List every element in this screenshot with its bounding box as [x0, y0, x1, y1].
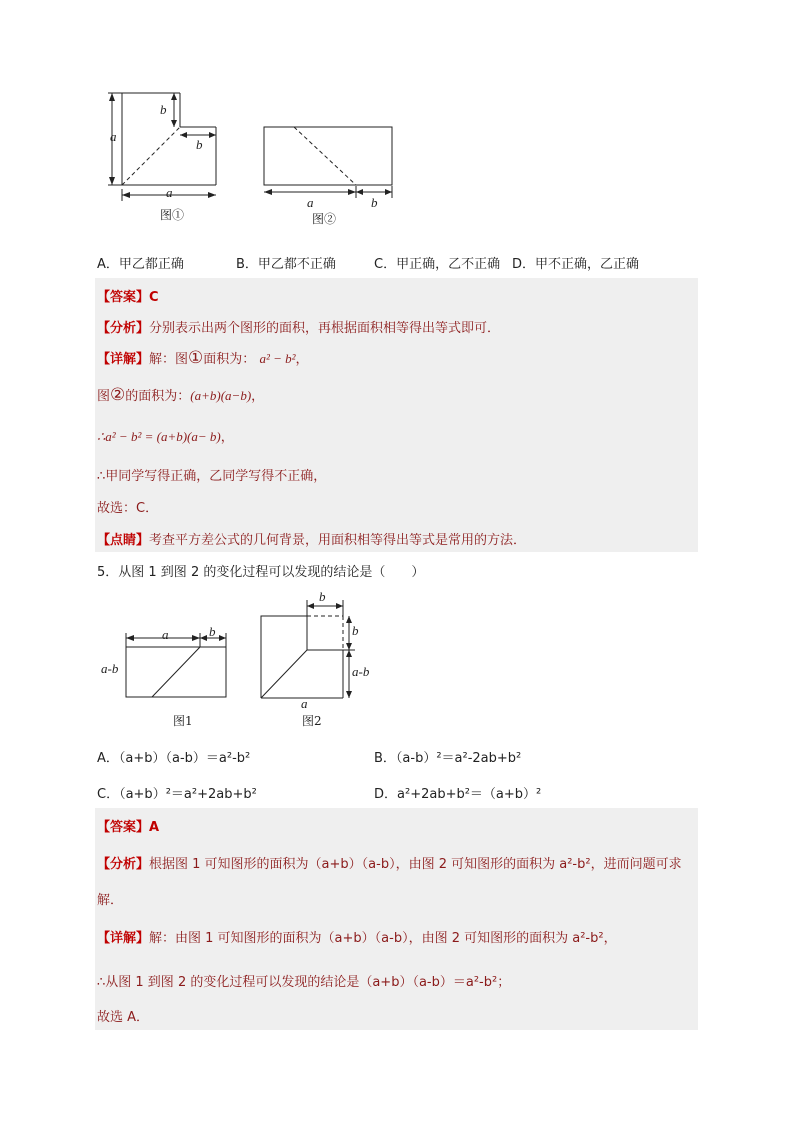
q5-analysis-line2: 解． [97, 893, 124, 908]
fig1-label-b-right: b [196, 137, 203, 152]
q4-option-a: A．甲乙都正确 [97, 257, 184, 272]
q5-fig2-caption: 图2 [302, 714, 322, 728]
q5-answer: 【答案】A [97, 820, 160, 835]
q4-detail-line3: ∴a² − b² = (a+b)(a− b)， [97, 429, 234, 445]
q4-option-d: D．甲不正确，乙正确 [512, 257, 640, 272]
q4-detail-line2: 图②的面积为：(a+b)(a−b)， [97, 385, 265, 405]
q5-fig2-label-a: a [301, 696, 308, 711]
fig2-caption: 图② [312, 212, 337, 226]
q5-fig1-label-b: b [209, 624, 216, 639]
fig1-label-a: a [110, 129, 117, 144]
fig1-caption: 图① [160, 208, 185, 222]
q5-figure-1-diagram [120, 625, 235, 705]
q5-fig2-label-ab: a-b [352, 664, 370, 679]
q4-detail-line5: 故选：C． [97, 501, 159, 516]
q5-option-b: B．（a-b）²＝a²-2ab+b² [374, 751, 522, 766]
fig1-label-a-bottom: a [166, 185, 173, 200]
q5-figure-2-diagram [255, 590, 380, 702]
q4-point: 【点睛】考查平方差公式的几何背景，用面积相等得出等式是常用的方法． [97, 533, 527, 548]
q5-detail-line3: 故选 A． [97, 1010, 150, 1025]
fig2-label-b: b [371, 195, 378, 210]
q5-option-d: D．a²+2ab+b²＝（a+b）² [374, 787, 542, 802]
q5-fig2-label-b-right: b [352, 623, 359, 638]
q4-option-c: C．甲正确，乙不正确 [374, 257, 501, 272]
q5-stem: 5．从图 1 到图 2 的变化过程可以发现的结论是（ ） [97, 565, 425, 580]
q5-detail: 【详解】解：由图 1 可知图形的面积为（a+b）（a-b），由图 2 可知图形的面积为 a²-b²， [97, 931, 617, 946]
q5-fig2-label-b-top: b [319, 589, 326, 604]
q4-option-b: B．甲乙都不正确 [236, 257, 336, 272]
q5-analysis: 【分析】根据图 1 可知图形的面积为（a+b）（a-b），由图 2 可知图形的面积为 a²-b²，进而问题可求 [97, 857, 682, 872]
q5-solution-block [95, 808, 698, 1030]
q5-option-c: C．（a+b）²＝a²+2ab+b² [97, 787, 257, 802]
q4-answer: 【答案】C [97, 290, 159, 305]
q4-detail-line4: ∴甲同学写得正确，乙同学写得不正确， [97, 469, 327, 484]
fig2-label-a: a [307, 195, 314, 210]
q5-option-a: A．（a+b）（a-b）＝a²-b² [97, 751, 251, 766]
q4-analysis: 【分析】分别表示出两个图形的面积，再根据面积相等得出等式即可． [97, 321, 501, 336]
q4-detail: 【详解】解：图①面积为： a² − b²， [97, 348, 309, 368]
fig1-label-b-top: b [160, 102, 167, 117]
q5-detail-line2: ∴从图 1 到图 2 的变化过程可以发现的结论是（a+b）（a-b）＝a²-b²； [97, 975, 511, 990]
q5-fig1-caption: 图1 [173, 714, 193, 728]
q5-fig1-label-ab: a-b [101, 661, 119, 676]
q5-fig1-label-a: a [162, 627, 169, 642]
